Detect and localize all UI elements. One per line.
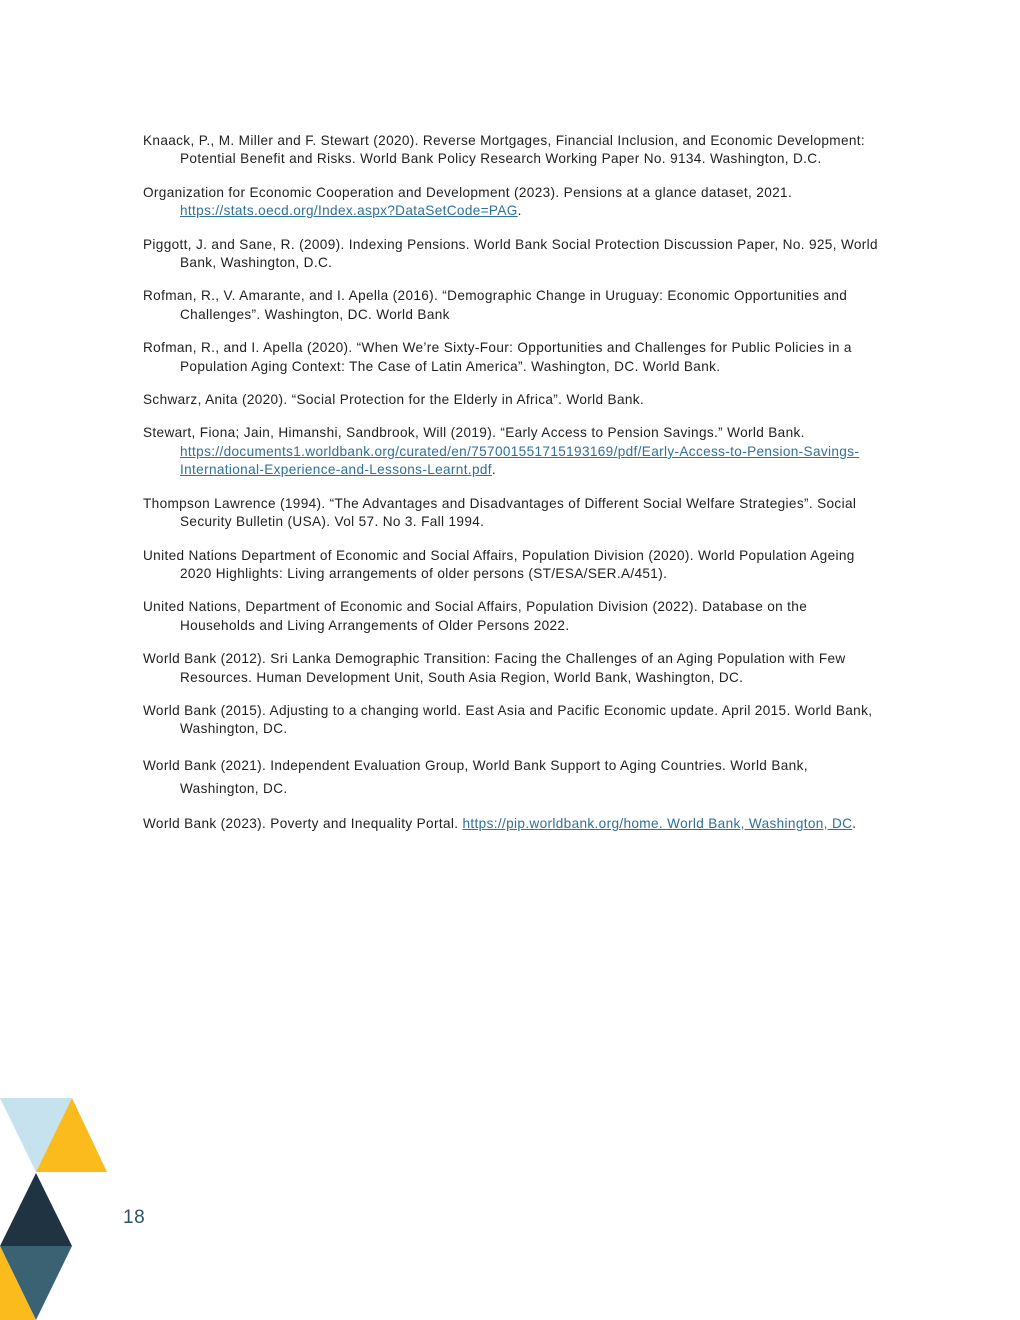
reference-entry bbox=[143, 287, 883, 324]
reference-entry bbox=[143, 236, 883, 273]
reference-text: United Nations Department of Economic and Social Affairs, Population Division (2020). World Population Ageing 2020 Highlights: Living arrangements of older persons (ST/ESA/SER.A/451). bbox=[143, 547, 855, 581]
reference-entry bbox=[143, 650, 883, 687]
reference-text: Knaack, P., M. Miller and F. Stewart (2020). Reverse Mortgages, Financial Inclusion, and Economic Development: Potential Benefit and Risks. World Bank Policy Research Working Paper No. 9134. Washington, D.C. bbox=[143, 133, 866, 167]
reference-text: Piggott, J. and Sane, R. (2009). Indexing Pensions. World Bank Social Protection Discussion Paper, No. 925, World Bank, Washington, D.C. bbox=[143, 236, 878, 271]
reference-text: Thompson Lawrence (1994). “The Advantages and Disadvantages of Different Social Welfare Strategies”. Social Security Bulletin (USA). Vol 57. No 3. Fall 1994. bbox=[143, 495, 857, 530]
reference-entry bbox=[143, 495, 883, 532]
reference-entry bbox=[143, 598, 883, 635]
reference-link[interactable]: https://stats.oecd.org/Index.aspx?DataSetCode=PAG bbox=[180, 203, 518, 219]
reference-text: World Bank (2021). Independent Evaluation Group, World Bank Support to Aging Countries. World Bank, Washington, DC. bbox=[143, 757, 808, 796]
reference-entry bbox=[143, 702, 883, 739]
page-number: 18 bbox=[123, 1207, 146, 1228]
reference-list bbox=[143, 132, 883, 848]
reference-text: Rofman, R., V. Amarante, and I. Apella (2016). “Demographic Change in Uruguay: Economic Opportunities and Challenges”. Washington, DC. World Bank bbox=[143, 288, 848, 322]
reference-text: Schwarz, Anita (2020). “Social Protection for the Elderly in Africa”. World Bank. bbox=[143, 392, 645, 408]
reference-entry bbox=[143, 184, 883, 221]
reference-link[interactable]: https://documents1.worldbank.org/curated/en/757001551715193169/pdf/Early-Access-to-Pension-Savings-International-Experience-and-Lessons-Learnt.pdf bbox=[180, 443, 860, 478]
reference-text: World Bank (2012). Sri Lanka Demographic Transition: Facing the Challenges of an Aging Population with Few Resources. Human Development Unit, South Asia Region, World Bank, Washington, DC. bbox=[143, 651, 846, 685]
reference-text: Organization for Economic Cooperation and Development (2023). Pensions at a glance dataset, 2021. bbox=[143, 184, 793, 200]
reference-entry bbox=[143, 547, 883, 584]
reference-entry bbox=[143, 754, 883, 800]
reference-text-end: . bbox=[491, 462, 497, 478]
reference-text: World Bank (2015). Adjusting to a changing world. East Asia and Pacific Economic update. April 2015. World Bank, Washington, DC. bbox=[143, 702, 873, 737]
reference-text: United Nations, Department of Economic and Social Affairs, Population Division (2022). Database on the Households and Living Arrangements of Older Persons 2022. bbox=[143, 599, 808, 633]
reference-entry bbox=[143, 132, 883, 169]
reference-entry bbox=[143, 391, 883, 409]
reference-entry bbox=[143, 339, 883, 376]
reference-text-end: . bbox=[852, 815, 857, 831]
reference-link[interactable]: https://pip.worldbank.org/home. World Bank, Washington, DC bbox=[462, 815, 853, 831]
reference-entry bbox=[143, 424, 883, 479]
reference-entry bbox=[143, 815, 883, 833]
reference-text-end: . bbox=[517, 203, 522, 219]
reference-text: World Bank (2023). Poverty and Inequality Portal. bbox=[143, 815, 463, 831]
reference-text: Rofman, R., and I. Apella (2020). “When We’re Sixty-Four: Opportunities and Challenges for Public Policies in a Population Aging Context: The Case of Latin America”. Washington, DC. World Bank. bbox=[143, 340, 852, 374]
navy-triangle bbox=[0, 1173, 72, 1246]
decorative-triangles-graphic bbox=[0, 1098, 108, 1320]
reference-text: Stewart, Fiona; Jain, Himanshi, Sandbrook, Will (2019). “Early Access to Pension Savings.” World Bank. bbox=[143, 425, 805, 441]
